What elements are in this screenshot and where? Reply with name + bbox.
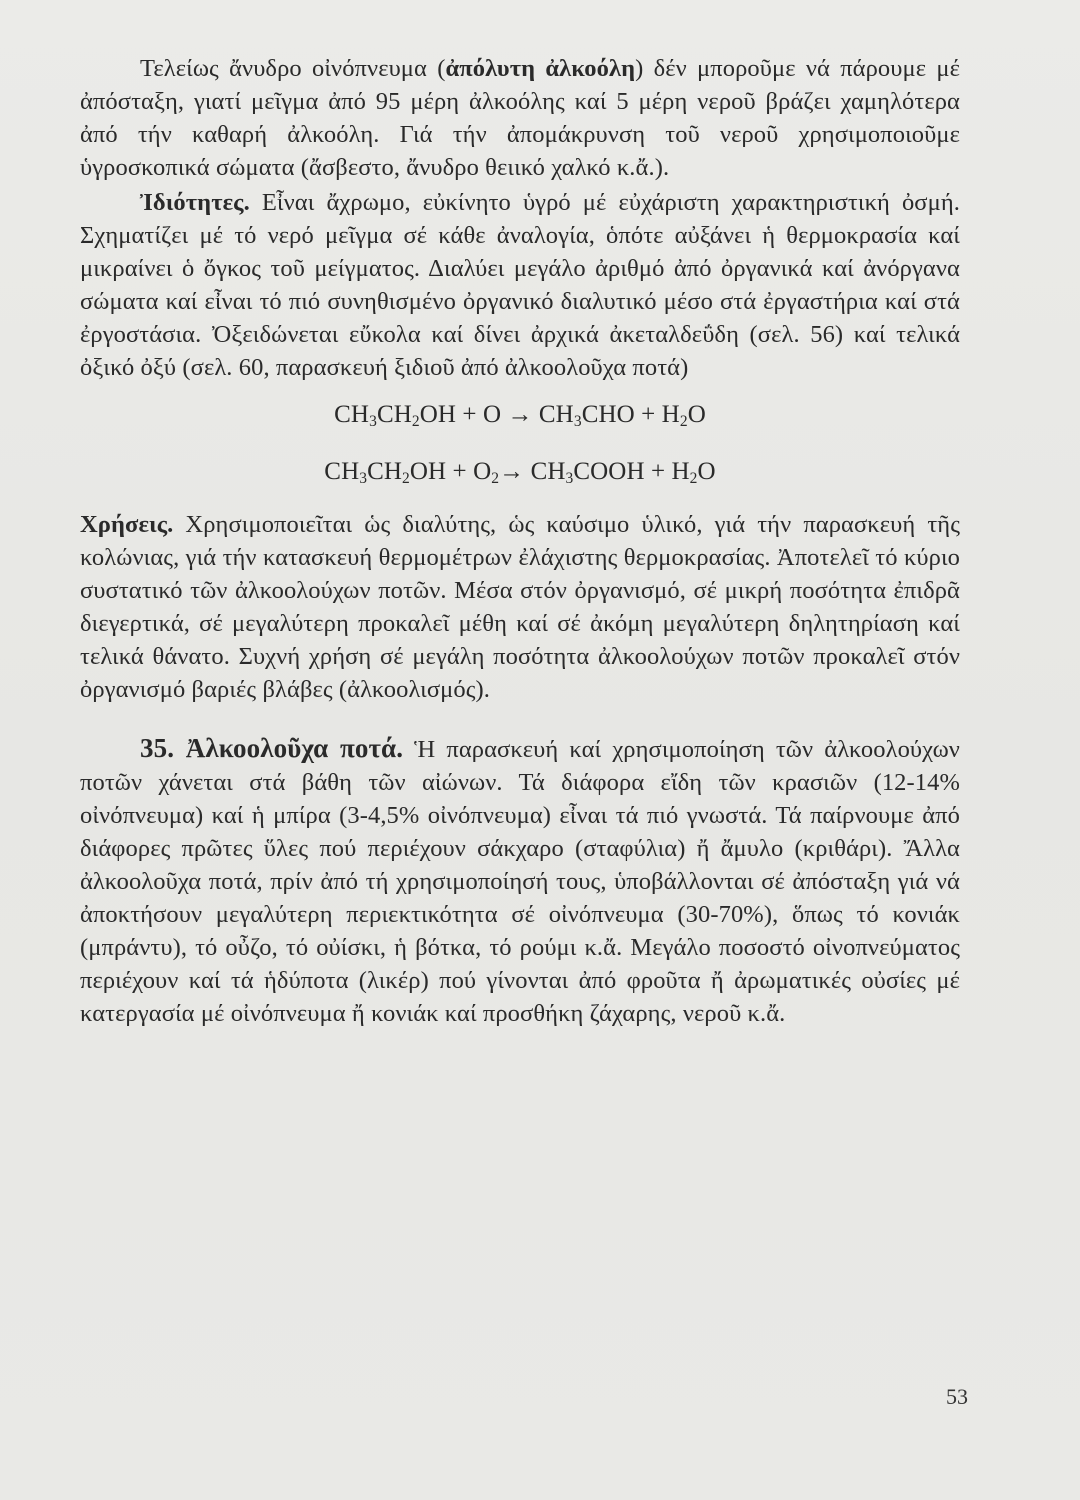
- paragraph-uses: [80, 508, 960, 706]
- uses-heading: Χρήσεις.: [80, 510, 174, 538]
- p1-intro: Τελείως ἄνυδρο οἰνόπνευμα (: [140, 55, 446, 82]
- p1-term: ἀπόλυτη ἀλκοόλη: [445, 55, 636, 82]
- paragraph-absolute-alcohol: [80, 52, 960, 184]
- properties-body: Εἶναι ἄχρωμο, εὐκίνητο ὑγρό μέ εὐχάριστη χαρακτηριστική ὀσμή. Σχηματίζει μέ τό νερό μεῖγμα σέ κάθε ἀναλογία, ὁπότε αὐξάνει ἡ θερμοκρασία καί μικραίνει ὁ ὄγκος τοῦ μείγματος. Διαλύει μεγάλο ἀριθμό ἀπό ὀργανικά καί ἀνόργανα σώματα καί εἶναι τό πιό συνηθισμένο ὀργανικό διαλυτικό μέσο στά ἐργαστήρια καί στά ἐργοστάσια. Ὀξειδώνεται εὔκολα καί δίνει ἀρχικά ἀκεταλδεΰδη (σελ. 56) καί τελικά ὀξικό ὀξύ (σελ. 60, παρασκευή ξιδιοῦ ἀπό ἀλκοολοῦχα ποτά): [80, 189, 960, 381]
- page-number: 53: [946, 1384, 968, 1409]
- uses-body: Χρησιμοποιεῖται ὡς διαλύτης, ὡς καύσιμο ὑλικό, γιά τήν παρασκευή τῆς κολώνιας, γιά τήν κατασκευή θερμομέτρων ἐλάχιστης θερμοκρασίας. Ἀποτελεῖ τό κύριο συστατικό τῶν ἀλκοολούχων ποτῶν. Μέσα στόν ὀργανισμό, σέ μικρή ποσότητα ἐπιδρᾶ διεγερτικά, σέ μεγαλύτερη προκαλεῖ μέθη καί σέ ἀκόμη μεγαλύτερη δηλητηρίαση καί τελικά θάνατο. Συχνή χρήση σέ μεγάλη ποσότητα ἀλκοολούχων ποτῶν προκαλεῖ στόν ὀργανισμό βαριές βλάβες (ἀλκοολισμός).: [80, 510, 960, 703]
- reaction-equations: [80, 390, 960, 504]
- properties-heading: Ἰδιότητες.: [140, 189, 250, 216]
- section-number: 35.: [140, 732, 175, 763]
- section-title: Ἀλκοολοῦχα ποτά.: [174, 732, 404, 763]
- text-column: [80, 52, 960, 1030]
- section-body: Ἡ παρασκευή καί χρησιμοποίηση τῶν ἀλκοολούχων ποτῶν χάνεται στά βάθη τῶν αἰώνων. Τά διάφορα εἴδη τῶν κρασιῶν (12-14% οἰνόπνευμα) καί ἡ μπίρα (3-4,5% οἰνόπνευμα) εἶναι τά πιό γνωστά. Τά παίρνουμε ἀπό διάφορες πρῶτες ὕλες πού περιέχουν σάκχαρο (σταφύλια) ἤ ἄμυλο (κριθάρι). Ἄλλα ἀλκοολοῦχα ποτά, πρίν ἀπό τή χρησιμοποίησή τους, ὑποβάλλονται σέ ἀπόσταξη γιά νά ἀποκτήσουν μεγαλύτερη περιεκτικότητα σέ οἰνόπνευμα (30-70%), ὅπως τό κονιάκ (μπράντυ), τό οὖζο, τό οὐίσκι, ἡ βότκα, τό ρούμι κ.ἄ. Μεγάλο ποσοστό οἰνοπνεύματος περιέχουν καί τά ἡδύποτα (λικέρ) πού γίνονται ἀπό φροῦτα ἤ ἀρωματικές οὐσίες μέ κατεργασία μέ οἰνόπνευμα ἤ κονιάκ καί προσθήκη ζάχαρης, νεροῦ κ.ἄ.: [80, 735, 960, 1027]
- p1-rest: ) δέν μποροῦμε νά πάρουμε μέ ἀπόσταξη, γιατί μεῖγμα ἀπό 95 μέρη ἀλκοόλης καί 5 μέρη νεροῦ βράζει χαμηλότερα ἀπό τήν καθαρή ἀλκοόλη. Γιά τήν ἀπομάκρυνση τοῦ νεροῦ χρησιμοποιοῦμε ὑγροσκοπικά σώματα (ἄσβεστο, ἄνυδρο θειικό χαλκό κ.ἄ.).: [80, 55, 960, 181]
- section-35-alcoholic-drinks: [80, 732, 960, 1030]
- reaction-equation-1: $CH_3CH_2OH + O \to CH_3CHO + H_2O$: [334, 401, 706, 430]
- reaction-equation-2: $CH_3CH_2OH + O_2\to$ $CH_3COOH + H_2O$: [324, 457, 716, 487]
- paragraph-properties: [80, 186, 960, 384]
